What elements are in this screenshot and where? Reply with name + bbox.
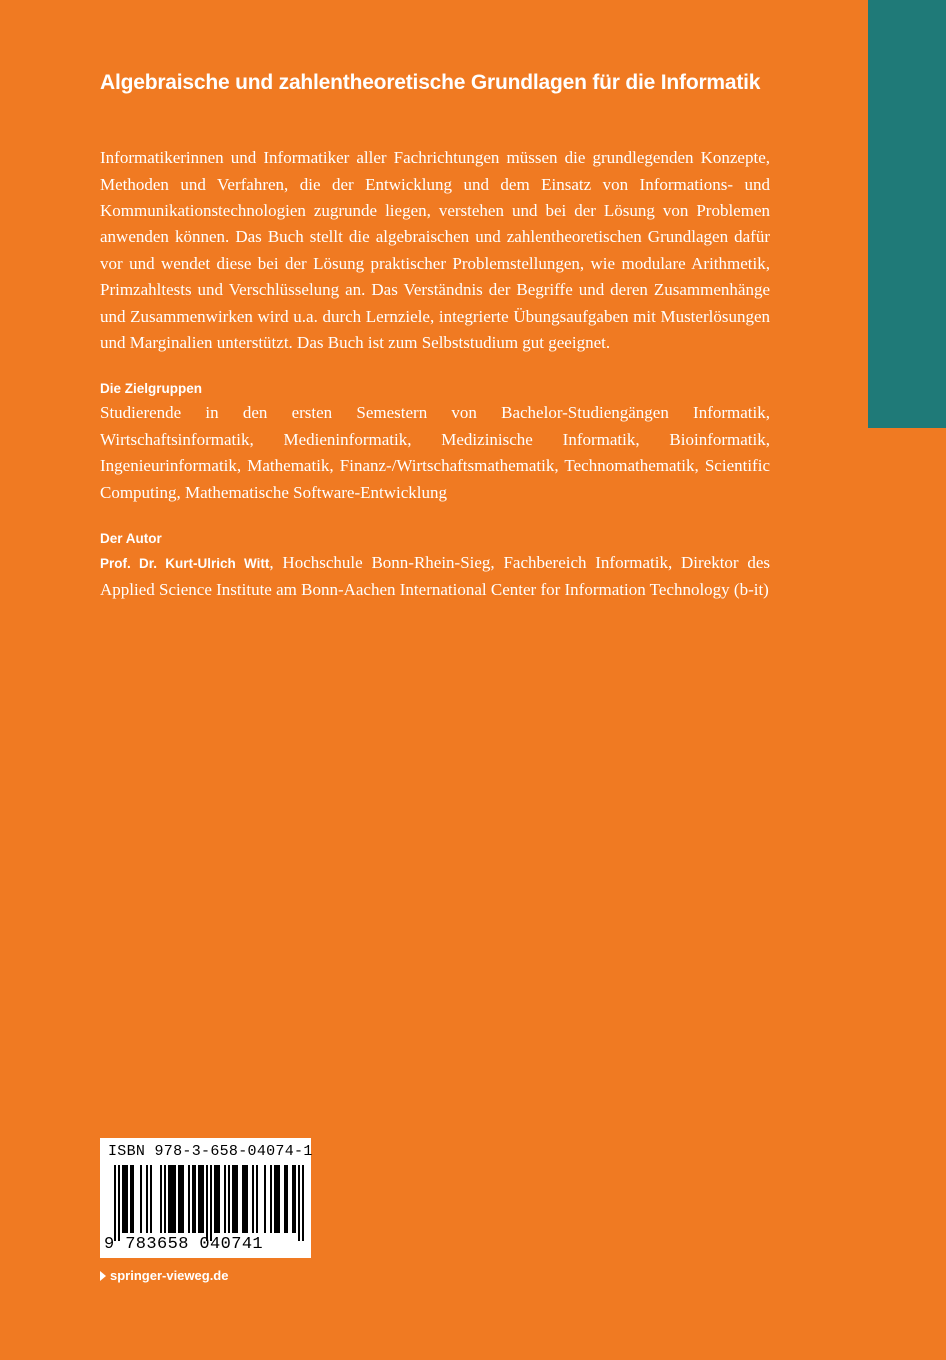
barcode-bar [276, 1165, 278, 1233]
barcode-bar [214, 1165, 216, 1233]
isbn-label: ISBN 978-3-658-04074-1 [108, 1143, 313, 1160]
author-heading: Der Autor [100, 531, 162, 547]
barcode-bar [242, 1165, 244, 1233]
barcode-bar [210, 1165, 212, 1241]
barcode-bar [170, 1165, 172, 1233]
isbn-barcode [100, 1138, 311, 1258]
barcode-bar [122, 1165, 124, 1233]
barcode-bar [126, 1165, 128, 1233]
barcode-bar [194, 1165, 196, 1233]
author-bio: , Hochschule Bonn-Rhein-Sieg, Fachbereich Informatik, Direktor des Applied Science Institute am Bonn-Aachen International Center for Information Technology (b-it) [100, 553, 770, 600]
barcode-bar [140, 1165, 142, 1233]
barcode-bar [180, 1165, 182, 1233]
barcode-bar [132, 1165, 134, 1233]
publisher-website[interactable] [100, 1268, 228, 1283]
barcode-bar [234, 1165, 236, 1233]
barcode-bar [264, 1165, 266, 1233]
author-name: Prof. Dr. Kurt-Ulrich Witt [100, 556, 270, 572]
target-group-text: Studierende in den ersten Semestern von Bachelor-Studiengängen Informatik, Wirtschaftsinformatik, Medieninformatik, Medizinische Informatik, Bioinformatik, Ingenieurinformatik, Mathematik, Finanz-/Wirtschaftsmathematik, Technomathematik, Scientific Computing, Mathematische Software-Entwicklung [100, 403, 770, 502]
barcode-bar [216, 1165, 218, 1233]
barcode-bar [278, 1165, 280, 1233]
barcode-bar [124, 1165, 126, 1233]
barcode-bar [232, 1165, 234, 1233]
barcode-bar [252, 1165, 254, 1233]
barcode-bar [130, 1165, 132, 1233]
barcode-bar [168, 1165, 170, 1233]
barcode-bar [146, 1165, 148, 1233]
barcode-bar [114, 1165, 116, 1241]
barcode-bar [150, 1165, 152, 1233]
barcode-bar [178, 1165, 180, 1233]
barcode-bar [270, 1165, 272, 1233]
author-text [100, 550, 770, 604]
barcode-bar [206, 1165, 208, 1241]
barcode-bar [294, 1165, 296, 1233]
barcode-bar [188, 1165, 190, 1233]
barcode-bar [118, 1165, 120, 1241]
website-link[interactable]: springer-vieweg.de [110, 1268, 229, 1283]
barcode-bar [160, 1165, 162, 1233]
barcode-bar [236, 1165, 238, 1233]
arrow-right-icon [100, 1271, 106, 1281]
barcode-bar [174, 1165, 176, 1233]
barcode-bar [274, 1165, 276, 1233]
accent-bar [868, 0, 946, 428]
back-cover-text [100, 70, 770, 604]
barcode-bar [292, 1165, 294, 1233]
barcode-bar [256, 1165, 258, 1233]
barcode-bar [286, 1165, 288, 1233]
barcode-bar [192, 1165, 194, 1233]
barcode-bar [302, 1165, 304, 1241]
barcode-bar [198, 1165, 200, 1233]
barcode-bar [200, 1165, 202, 1233]
barcode-bar [298, 1165, 300, 1241]
barcode-bar [164, 1165, 166, 1233]
barcode-bar [202, 1165, 204, 1233]
barcode-bar [172, 1165, 174, 1233]
ean-digits: 9 783658 040741 [104, 1235, 264, 1254]
barcode-bar [218, 1165, 220, 1233]
barcode-bar [246, 1165, 248, 1233]
target-group-heading: Die Zielgruppen [100, 381, 203, 397]
book-description: Informatikerinnen und Informatiker aller Fachrichtungen müssen die grundlegenden Konzepte, Methoden und Verfahren, die der Entwicklung und dem Einsatz von Informations- und Kommunikationstechnologien zugrunde liegen, verstehen und bei der Lösung von Problemen anwenden können. Das Buch stellt die algebraischen und zahlentheoretischen Grundlagen dafür vor und wendet diese bei der Lösung praktischer Problemstellungen, wie modulare Arithmetik, Primzahltests und Verschlüsselung an. Das Verständnis der Begriffe und deren Zusammenhänge und Zusammenwirken wird u.a. durch Lernziele, integrierte Übungsaufgaben mit Musterlösungen und Marginalien unterstützt. Das Buch ist zum Selbststudium gut geeignet. [100, 148, 770, 353]
barcode-bar [224, 1165, 226, 1233]
barcode-bar [284, 1165, 286, 1233]
barcode-bar [244, 1165, 246, 1233]
book-title: Algebraische und zahlentheoretische Grundlagen für die Informatik [100, 71, 761, 94]
barcode-bar [228, 1165, 230, 1233]
barcode-bar [182, 1165, 184, 1233]
